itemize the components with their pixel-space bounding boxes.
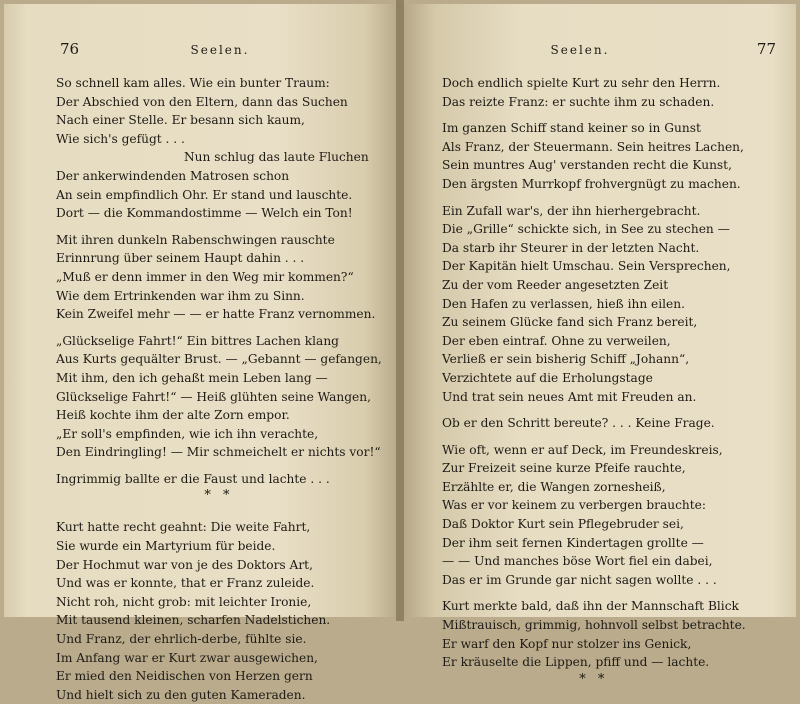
verse-line: Nun schlug das laute Fluchen (184, 150, 369, 165)
verse-line: Zu der vom Reeder angesetzten Zeit (442, 277, 669, 292)
verse-line: Nicht roh, nicht grob: mit leichter Ironie, (56, 594, 312, 609)
verse-line: Und was er konnte, that er Franz zuleide. (56, 576, 315, 591)
verse-line: Mißtrauisch, grimmig, hohnvoll selbst betrachte. (442, 618, 746, 633)
right-page-header (404, 40, 796, 60)
verse-line: Und trat sein neues Amt mit Freuden an. (442, 389, 697, 404)
verse-line: Heiß kochte ihm der alte Zorn empor. (56, 408, 290, 423)
verse-line: Daß Doktor Kurt sein Pflegebruder sei, (442, 517, 684, 532)
asterism: * * (204, 488, 234, 504)
verse-line: Mit ihren dunkeln Rabenschwingen rauschte (56, 232, 335, 247)
section-divider (56, 488, 382, 518)
book-gutter (396, 0, 404, 621)
verse-line: „Er soll's empfinden, wie ich ihn verachte, (56, 426, 319, 441)
verse-line: Kurt hatte recht geahnt: Die weite Fahrt, (56, 520, 311, 535)
right-page-text (442, 74, 746, 702)
verse-line: Er warf den Kopf nur stolzer ins Genick, (442, 636, 692, 651)
verse-line: An sein empfindlich Ohr. Er stand und lauschte. (56, 187, 353, 202)
verse-line: Das reizte Franz: er suchte ihm zu schaden. (442, 94, 715, 109)
verse-line: Doch endlich spielte Kurt zu sehr den Herrn. (442, 76, 721, 90)
verse-line: Erinnrung über seinem Haupt dahin . . . (56, 251, 305, 266)
running-head: Seelen. (550, 43, 610, 57)
verse-line: Den ärgsten Murrkopf frohvergnügt zu machen. (442, 176, 741, 191)
verse-line: Wie sich's gefügt . . . (56, 131, 185, 146)
asterism: * * (579, 671, 609, 687)
left-page-header (4, 40, 396, 60)
verse-line: Im ganzen Schiff stand keiner so in Gunst (442, 121, 701, 136)
verse-line: Der Hochmut war von je des Doktors Art, (56, 557, 313, 572)
verse-line: Und Franz, der ehrlich-derbe, fühlte sie. (56, 632, 307, 647)
verse-line: Der ankerwindenden Matrosen schon (56, 168, 290, 183)
verse-line: Der Kapitän hielt Umschau. Sein Versprechen, (442, 259, 731, 274)
verse-line: Der eben eintraf. Ohne zu verweilen, (442, 333, 671, 348)
verse-line: Wie dem Ertrinkenden war ihm zu Sinn. (56, 288, 305, 303)
verse-line: Verzichtete auf die Erholungstage (442, 370, 653, 385)
verse-line: Glückselige Fahrt!“ — Heiß glühten seine Wangen, (56, 389, 371, 404)
verse-line: Wie oft, wenn er auf Deck, im Freundeskreis, (442, 442, 723, 457)
verse-line: Mit ihm, den ich gehaßt mein Leben lang — (56, 370, 328, 385)
right-page (404, 4, 796, 687)
verse-line: Kein Zweifel mehr — — er hatte Franz vernommen. (56, 307, 376, 322)
verse-line: Der Abschied von den Eltern, dann das Suchen (56, 94, 348, 109)
page-number: 77 (756, 40, 776, 58)
verse-line: „Glückselige Fahrt!“ Ein bittres Lachen klang (56, 333, 339, 348)
verse-line: Aus Kurts gequälter Brust. — „Gebannt — gefangen, (56, 352, 382, 367)
left-page-text (56, 74, 382, 704)
left-page (4, 4, 396, 702)
verse-line: Ein Zufall war's, der ihn hierhergebracht. (442, 203, 701, 218)
verse-line: Den Eindringling! — Mir schmeichelt er nichts vor!“ (56, 445, 381, 460)
verse-line: „Muß er denn immer in den Weg mir kommen?“ (56, 269, 354, 284)
verse-line: Er kräuselte die Lippen, pfiff und — lachte. (442, 655, 710, 670)
verse-line: Mit tausend kleinen, scharfen Nadelstichen. (56, 613, 331, 628)
verse-line: Sie wurde ein Martyrium für beide. (56, 539, 276, 554)
running-head: Seelen. (190, 43, 250, 57)
verse-line: Und hielt sich zu den guten Kameraden. (56, 687, 306, 702)
verse-line: Was er vor keinem zu verbergen brauchte: (442, 498, 706, 513)
verse-line: Erzählte er, die Wangen zorneshеiß, (442, 479, 666, 494)
verse-line: Nach einer Stelle. Er besann sich kaum, (56, 113, 305, 128)
verse-line: Das er im Grunde gar nicht sagen wollte . . . (442, 572, 717, 587)
verse-line: Zur Freizeit seine kurze Pfeife rauchte, (442, 461, 686, 476)
verse-line: Dort — die Kommandostimme — Welch ein Ton! (56, 206, 353, 221)
verse-line: Ob er den Schritt bereute? . . . Keine Frage. (442, 416, 715, 431)
section-divider (442, 672, 746, 702)
verse-line: Zu seinem Glücke fand sich Franz bereit, (442, 315, 698, 330)
verse-line: Sein muntres Aug' verstanden recht die Kunst, (442, 158, 732, 173)
page-number: 76 (60, 40, 80, 58)
verse-line: Er mied den Neidischen von Herzen gern (56, 669, 313, 684)
verse-line: Den Hafen zu verlassen, hieß ihn eilen. (442, 296, 685, 311)
verse-line: Als Franz, der Steuermann. Sein heitres Lachen, (442, 139, 744, 154)
verse-line: — — Und manches böse Wort fiel ein dabei, (442, 554, 713, 569)
verse-line: Im Anfang war er Kurt zwar ausgewichen, (56, 650, 318, 665)
verse-line: Kurt merkte bald, daß ihn der Mannschaft Blick (442, 599, 739, 614)
verse-line: Ingrimmig ballte er die Faust und lachte . . . (56, 471, 330, 486)
verse-line: Da starb ihr Steurer in der letzten Nacht. (442, 240, 700, 255)
verse-line: Die „Grille“ schickte sich, in See zu stechen — (442, 222, 730, 237)
verse-line: Der ihm seit fernen Kindertagen grollte — (442, 535, 704, 550)
verse-line: So schnell kam alles. Wie ein bunter Traum: (56, 76, 330, 90)
verse-line: Verließ er sein bisherig Schiff „Johann“, (442, 352, 690, 367)
